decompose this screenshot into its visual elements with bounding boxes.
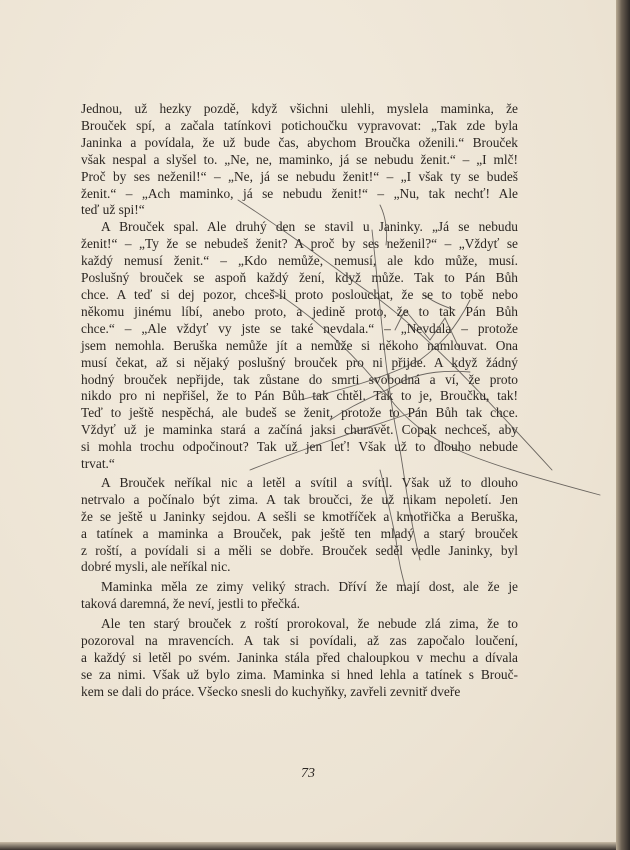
text-line: každý nemusí ženit.“ – „Kdo nemůže, nemusí, ale kdo může, musí. [81, 253, 518, 269]
text-line: ženit.“ – „Ach maminko, já se nebudu ženit!“ – „Nu, tak nechť! Ale [81, 185, 518, 201]
text-line: pozoroval na mravencích. A tak si povídali, až zas započalo loučení, [81, 633, 518, 649]
paragraph [81, 101, 518, 219]
text-line: Poslušný brouček se aspoň každý žení, když může. Tak to Pán Bůh [81, 270, 518, 286]
text-line: trvat.“ [81, 456, 115, 472]
text-line: že se ještě u Janinky sejdou. A sešli se kmotříček a kmotřička a Beruška, [81, 508, 518, 524]
text-line: a tatínek a maminka a Brouček, pak ještě ten mladý a starý brouček [81, 525, 518, 541]
text-line: z roští, a povídali si a měli se dobře. Brouček seděl vedle Janinky, byl [81, 542, 518, 558]
text-line: kem se dali do práce. Všecko snesli do kuchyňky, zavřeli zevnitř dveře [81, 683, 461, 699]
body-text [81, 101, 518, 701]
paragraph [81, 616, 518, 701]
text-line: jsem nemohla. Beruška nemůže jít a nemůže si někoho namlouvat. Ona [81, 337, 518, 353]
page-number: 73 [301, 766, 315, 781]
text-line: dobré mysli, ale neříkal nic. [81, 559, 231, 575]
book-spine-edge [616, 0, 630, 850]
text-line: Maminka měla ze zimy veliký strach. Dříví že mají dost, ale že je [101, 579, 518, 595]
text-line: však nespal a slyšel to. „Ne, ne, maminko, já se nebudu ženit.“ – „I mlč! [81, 151, 518, 167]
text-line: Vždyť už je maminka stará a začíná jaksi churavět. Copak nechceš, aby [81, 422, 518, 438]
text-line: Janinka a povídala, že už bude čas, abychom Broučka oženili.“ Brouček [81, 134, 518, 150]
text-line: teď už spi!“ [81, 202, 145, 218]
paragraph [81, 475, 518, 576]
text-line: nikdo pro ni nepřišel, že to Pán Bůh tak chtěl. Tak to je, Broučku, tak! [81, 388, 518, 404]
text-line: musí čekat, až si nějaký poslušný brouček pro ni přijde. A když žádný [81, 354, 518, 370]
text-line: někomu jinému líbí, anebo proto, a jedině proto, že to tak Pán Bůh [81, 303, 518, 319]
text-line: chce. A teď si dej pozor, chceš-li proto poslouchat, že se to tobě nebo [81, 286, 518, 302]
text-line: Jednou, už hezky pozdě, když všichni ulehli, myslela maminka, že [81, 101, 518, 116]
text-line: Brouček spí, a začala tatínkovi potichoučku vypravovat: „Tak zde byla [81, 117, 518, 133]
paragraph [81, 219, 518, 473]
text-line: se za nimi. Však už bylo zima. Maminka si hned lehla a tatínek s Brouč- [81, 666, 518, 682]
text-line: a každý si letěl po svém. Janinka stála před chaloupkou v mechu a dívala [81, 650, 518, 665]
text-line: taková daremná, že neví, jestli to přečká. [81, 596, 300, 612]
text-line: Proč by ses neženil!“ – „Ne, já se nebudu ženit!“ – „I však ty se budeš [81, 168, 518, 184]
page-bottom-edge [0, 842, 616, 850]
text-line: A Brouček neříkal nic a letěl a svítil a svítil. Však už to dlouho [101, 474, 518, 490]
text-line: chce.“ – „Ale vždyť vy jste se také nevdala.“ – „Nevdala – protože [81, 320, 518, 336]
text-line: A Brouček spal. Ale druhý den se stavil u Janinky. „Já se nebudu [101, 219, 518, 235]
text-line: ženit!“ – „Ty že se nebudeš ženit? A proč by ses neženil?“ – „Vždyť se [81, 236, 518, 252]
paragraph [81, 579, 518, 613]
text-line: hodný brouček nepřijde, tak zůstane do smrti svobodná a ví, že proto [81, 371, 518, 387]
text-line: netrvalo a počínalo být zima. A tak broučci, že už nikam nepoletí. Jen [81, 491, 518, 507]
text-line: Ale ten starý brouček z roští prorokoval, že nebude zlá zima, že to [101, 616, 518, 632]
text-line: Teď to ještě nespěchá, ale budeš se ženit, protože to Pán Bůh tak chce. [81, 405, 518, 421]
text-line: si mohla trochu odpočinout? Tak už jen leť! Však už to dlouho nebude [81, 439, 518, 455]
